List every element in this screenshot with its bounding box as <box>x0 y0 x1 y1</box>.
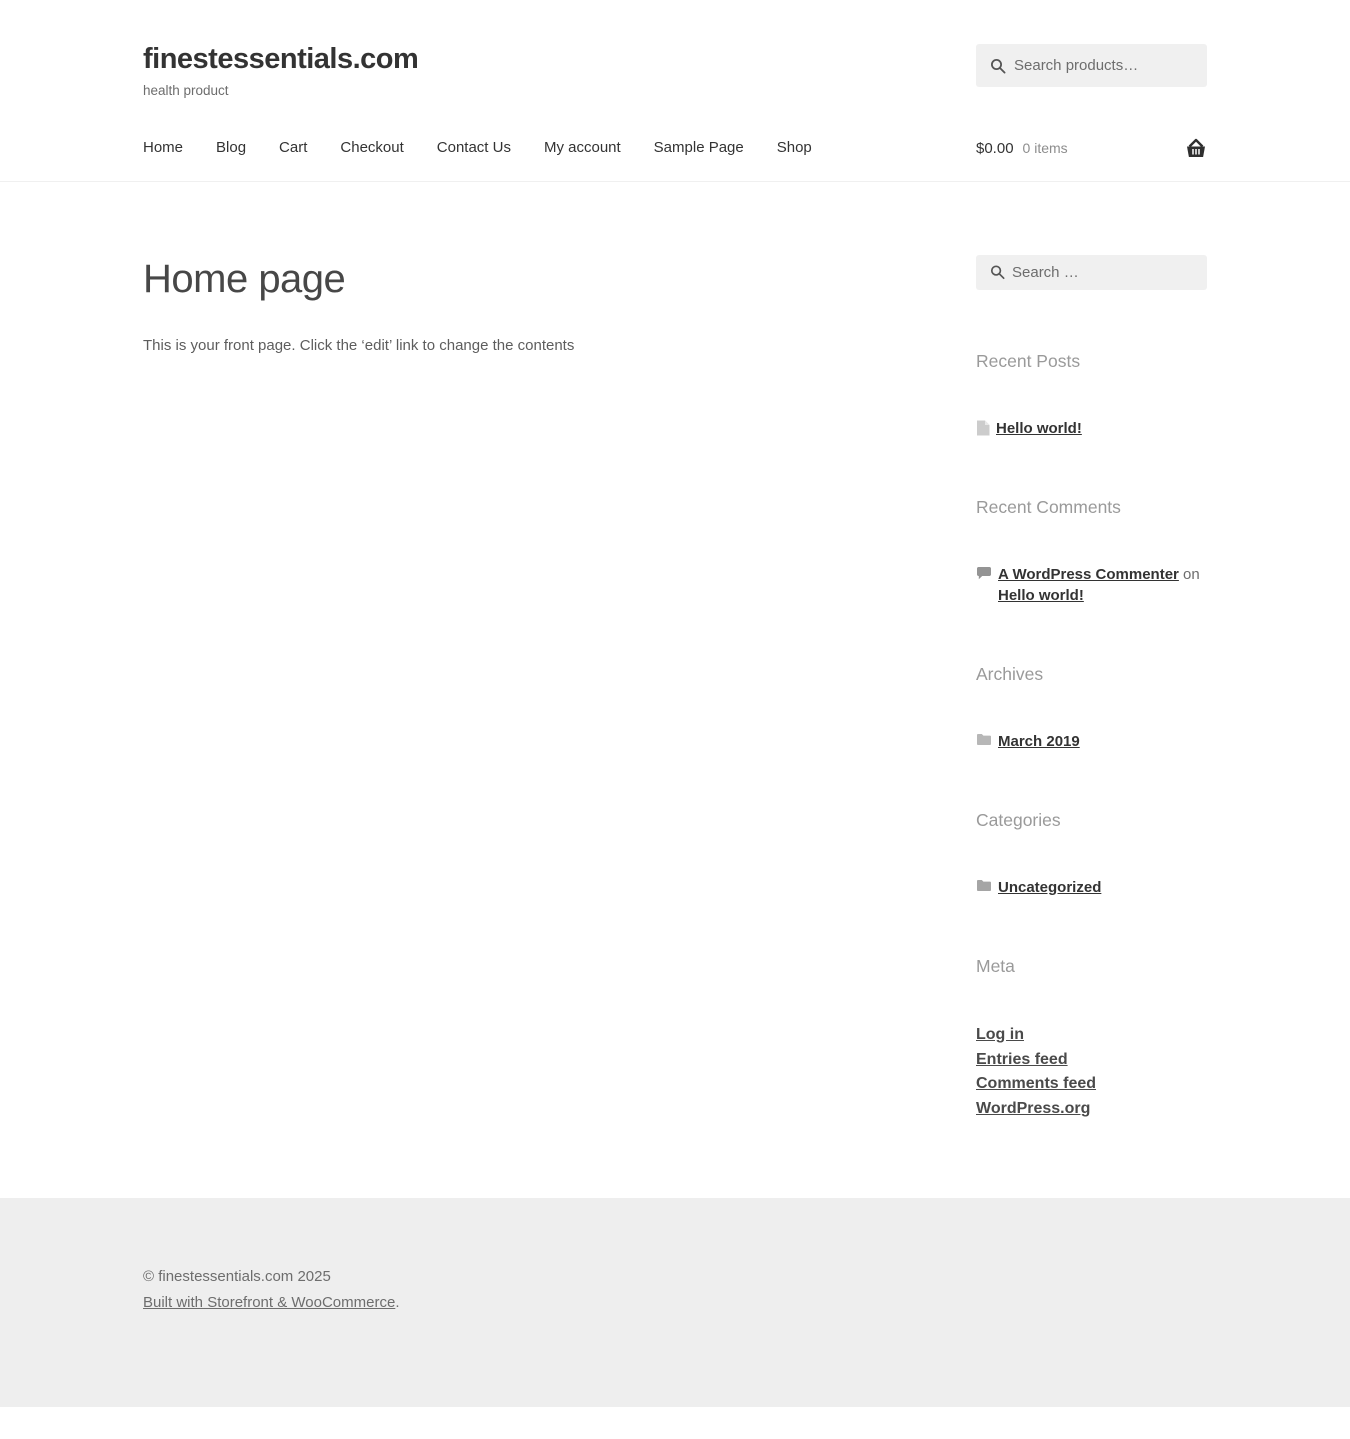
product-search-input[interactable] <box>976 44 1207 87</box>
widget-title: Categories <box>976 809 1061 830</box>
list-item <box>976 731 1207 752</box>
widget-archives <box>976 664 1207 752</box>
search-icon <box>990 265 1005 280</box>
site-tagline: health product <box>143 82 229 98</box>
nav-item-contact-us[interactable]: Contact Us <box>436 139 511 157</box>
widget-recent-posts <box>976 351 1207 439</box>
nav-item-cart[interactable]: Cart <box>279 139 308 157</box>
sidebar <box>976 255 1207 1198</box>
comment-icon <box>976 566 992 581</box>
folder-icon <box>976 879 992 892</box>
nav-item-shop[interactable]: Shop <box>776 139 812 157</box>
content-area <box>143 182 1207 1198</box>
widget-title: Meta <box>976 955 1015 976</box>
wordpress-org-link[interactable]: WordPress.org <box>976 1100 1091 1118</box>
site-header <box>0 0 1350 182</box>
commented-post-link[interactable]: Hello world! <box>998 586 1084 604</box>
category-link[interactable]: Uncategorized <box>998 878 1102 896</box>
list-item <box>976 1072 1207 1097</box>
site-branding <box>143 44 418 98</box>
log-in-link[interactable]: Log in <box>976 1025 1024 1043</box>
primary-nav <box>143 139 845 157</box>
widget-meta <box>976 956 1207 1122</box>
comments-feed-link[interactable]: Comments feed <box>976 1075 1097 1093</box>
recent-post-link[interactable]: Hello world! <box>996 419 1082 437</box>
basket-icon <box>1185 138 1207 159</box>
widget-title: Archives <box>976 663 1044 684</box>
cart-item-count: 0 items <box>1022 140 1068 157</box>
comment-author-link[interactable]: A WordPress Commenter <box>998 565 1179 583</box>
page-intro-text: This is your front page. Click the ‘edit’ link to change the contents <box>143 336 575 354</box>
page-title: Home page <box>143 256 346 301</box>
copyright-text: © finestessentials.com 2025 <box>143 1267 331 1285</box>
folder-icon <box>976 733 992 746</box>
list-item <box>976 877 1207 898</box>
site-title-link[interactable]: finestessentials.com <box>143 43 419 75</box>
credit-suffix: . <box>395 1293 400 1311</box>
site-footer <box>0 1198 1350 1407</box>
product-search <box>976 44 1207 87</box>
comment-connector-text: on <box>1178 565 1200 583</box>
list-item <box>976 1048 1207 1073</box>
search-icon <box>990 58 1006 74</box>
cart-total: $0.00 <box>976 139 1014 157</box>
document-icon <box>976 420 990 436</box>
nav-item-blog[interactable]: Blog <box>216 139 247 157</box>
entries-feed-link[interactable]: Entries feed <box>976 1050 1068 1068</box>
sidebar-search-input[interactable] <box>976 255 1207 290</box>
cart-contents-link[interactable] <box>976 138 1207 159</box>
sidebar-search <box>976 255 1207 290</box>
nav-item-checkout[interactable]: Checkout <box>340 139 404 157</box>
site-credit <box>143 1294 1207 1311</box>
storefront-credit-link[interactable]: Built with Storefront & WooCommerce <box>143 1293 396 1311</box>
list-item <box>976 1097 1207 1122</box>
nav-item-home[interactable]: Home <box>143 139 184 157</box>
widget-categories <box>976 810 1207 898</box>
widget-title: Recent Posts <box>976 350 1081 371</box>
list-item <box>976 564 1207 606</box>
main-content <box>143 255 976 1198</box>
nav-item-sample-page[interactable]: Sample Page <box>653 139 744 157</box>
widget-title: Recent Comments <box>976 496 1121 517</box>
list-item <box>976 1023 1207 1048</box>
nav-item-my-account[interactable]: My account <box>543 139 621 157</box>
widget-recent-comments <box>976 497 1207 606</box>
list-item <box>976 418 1207 439</box>
archive-link[interactable]: March 2019 <box>998 732 1080 750</box>
